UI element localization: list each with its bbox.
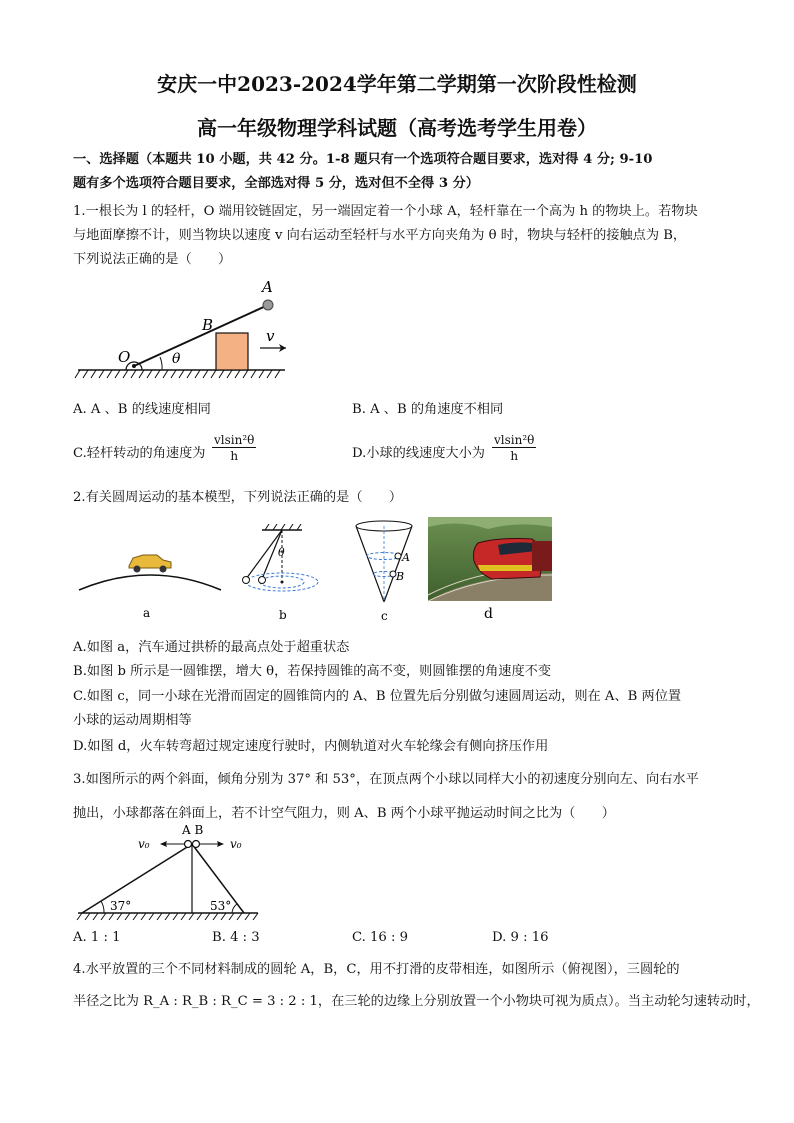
q2-option-b: B.如图 b 所示是一圆锥摆，增大 θ，若保持圆锥的高不变，则圆锥摆的角速度不变	[73, 664, 552, 679]
q3-option-d: D. 9 : 16	[492, 930, 549, 945]
q1-option-c-fraction	[212, 433, 256, 463]
q2-figure-b	[232, 524, 342, 624]
q3-label-v0-left: v₀	[138, 837, 150, 851]
q2-figure-d	[428, 517, 552, 623]
page-subtitle: 高一年级物理学科试题（高考选考学生用卷）	[197, 116, 597, 140]
label-O: O	[118, 348, 131, 366]
fig-c-label: c	[381, 609, 388, 623]
q2-figure-c	[350, 518, 420, 624]
q3-stem-line2: 抛出，小球都落在斜面上，若不计空气阻力，则 A、B 两个小球平抛运动时间之比为（ ）	[73, 806, 615, 821]
q2-option-c-line2: 小球的运动周期相等	[73, 713, 192, 728]
label-A: A	[262, 278, 273, 296]
q3-label-37: 37°	[110, 899, 132, 913]
fig-c-A: A	[402, 551, 410, 564]
label-B: B	[202, 316, 214, 334]
q3-stem-line1: 3.如图所示的两个斜面，倾角分别为 37° 和 53°，在顶点两个小球以同样大小的初速度分别向左、向右水平	[73, 772, 699, 787]
q1-option-c-numerator: vlsin²θ	[214, 433, 255, 447]
q3-option-b: B. 4 : 3	[212, 930, 260, 945]
q1-option-d-fraction	[492, 433, 536, 463]
q1-option-c: C.轻杆转动的角速度为	[73, 446, 206, 461]
q3-label-v0-right: v₀	[230, 837, 242, 851]
ball-shape	[263, 300, 273, 310]
q2-stem: 2.有关圆周运动的基本模型，下列说法正确的是（ ）	[73, 490, 403, 505]
page-title: 安庆一中2023-2024学年第二学期第一次阶段性检测	[157, 72, 637, 96]
q1-stem-line3: 下列说法正确的是（ ）	[73, 252, 232, 267]
fig-a-label: a	[143, 606, 151, 620]
q4-stem-line2: 半径之比为 R_A : R_B : R_C = 3 : 2 : 1，在三轮的边缘上分别放置一个小物块可视为质点）。当主动轮匀速转动时，	[73, 994, 760, 1009]
q2-option-c-line1: C.如图 c，同一小球在光滑而固定的圆锥筒内的 A、B 位置先后分别做匀速圆周运动，则在 A、B 两位置	[73, 689, 682, 704]
q3-label-53: 53°	[210, 899, 232, 913]
q2-option-a: A.如图 a，汽车通过拱桥的最高点处于超重状态	[73, 640, 350, 655]
fig-b-label: b	[279, 608, 287, 622]
q3-figure	[72, 822, 262, 922]
fig-c-B: B	[396, 570, 405, 583]
q3-option-a: A. 1 : 1	[73, 930, 121, 945]
q1-option-a: A. A 、B 的线速度相同	[73, 402, 211, 417]
q1-stem-line2: 与地面摩擦不计，则当物块以速度 v 向右运动至轻杆与水平方向夹角为 θ 时，物块与轻杆的接触点为 B，	[73, 228, 687, 243]
q1-option-c-denominator: h	[230, 449, 239, 463]
q1-option-d-numerator: vlsin²θ	[494, 433, 535, 447]
q1-option-d: D.小球的线速度大小为	[352, 446, 485, 461]
q1-figure	[70, 278, 300, 383]
fig-d-label: d	[484, 606, 493, 622]
block-shape	[216, 333, 248, 370]
q3-label-AB: A B	[182, 823, 204, 837]
q1-option-b: B. A 、B 的角速度不相同	[352, 402, 504, 417]
label-theta: θ	[172, 351, 181, 367]
q3-option-c: C. 16 : 9	[352, 930, 409, 945]
fig-b-theta: θ	[278, 546, 285, 559]
q2-option-d: D.如图 d，火车转弯超过规定速度行驶时，内侧轨道对火车轮缘会有侧向挤压作用	[73, 739, 549, 754]
q2-figure-a	[75, 540, 225, 622]
q4-stem-line1: 4.水平放置的三个不同材料制成的圆轮 A，B，C，用不打滑的皮带相连，如图所示（俯视图），三圆轮的	[73, 962, 680, 977]
q1-stem-line1: 1.一根长为 l 的轻杆，O 端用铰链固定，另一端固定着一个小球 A，轻杆靠在一个高为 h 的物块上。若物块	[73, 204, 698, 219]
label-v: v	[266, 327, 275, 345]
section-heading-line2: 题有多个选项符合题目要求，全部选对得 5 分，选对但不全得 3 分）	[73, 176, 479, 191]
q1-option-d-denominator: h	[510, 449, 519, 463]
section-heading-line1: 一、选择题（本题共 10 小题，共 42 分。1-8 题只有一个选项符合题目要求，选对得 4 分; 9-10	[73, 152, 653, 167]
